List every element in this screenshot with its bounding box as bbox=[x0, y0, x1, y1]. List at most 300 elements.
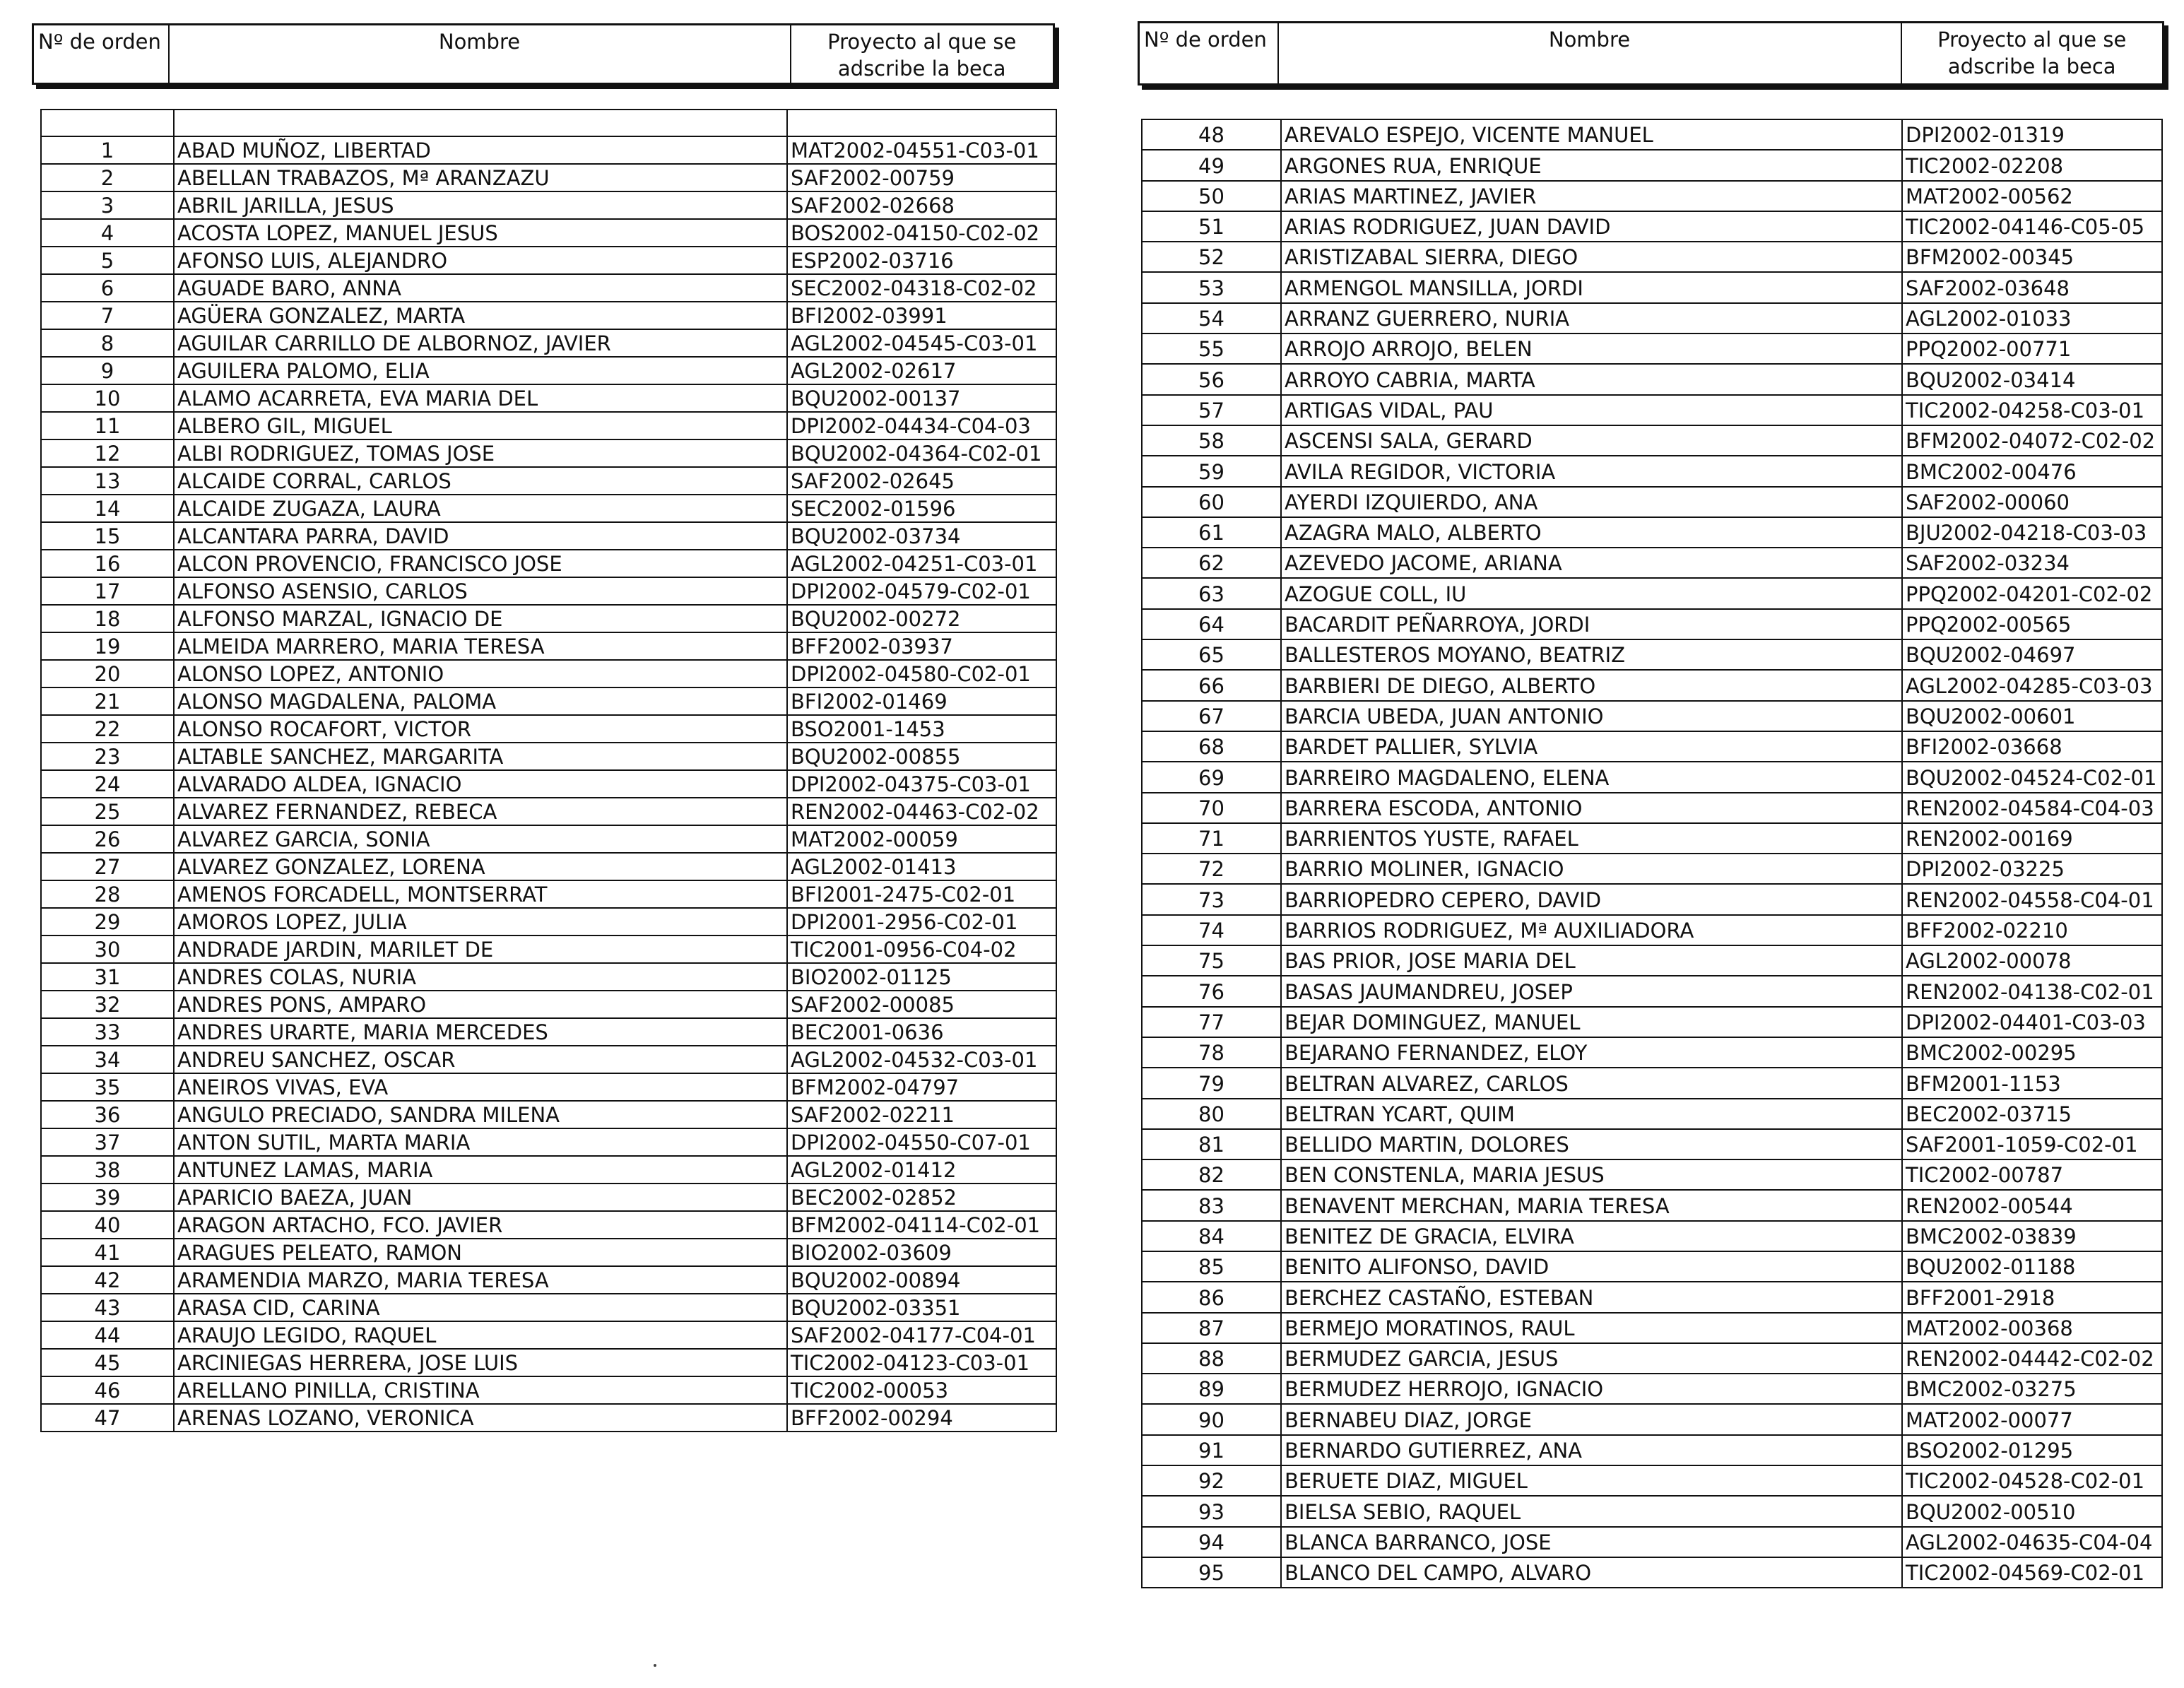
project-code-cell: BQU2002-04697 bbox=[1902, 639, 2162, 670]
table-row bbox=[1142, 1007, 2162, 1037]
project-code-cell: BQU2002-00601 bbox=[1902, 701, 2162, 731]
project-code-cell: SAF2002-02211 bbox=[787, 1101, 1056, 1128]
project-code-cell: AGL2002-01412 bbox=[787, 1156, 1056, 1184]
table-row bbox=[41, 1294, 1056, 1321]
name-header: Nombre bbox=[1278, 23, 1901, 85]
table-row bbox=[1142, 1099, 2162, 1129]
left-scholarship-table bbox=[40, 109, 1057, 1432]
order-number-cell: 2 bbox=[41, 164, 174, 191]
name-cell: ALCON PROVENCIO, FRANCISCO JOSE bbox=[174, 550, 787, 577]
order-number-cell: 41 bbox=[41, 1239, 174, 1266]
order-number-cell: 14 bbox=[41, 495, 174, 522]
order-number-cell: 56 bbox=[1142, 364, 1281, 394]
project-code-cell: DPI2002-03225 bbox=[1902, 854, 2162, 884]
name-cell: AMENOS FORCADELL, MONTSERRAT bbox=[174, 880, 787, 908]
name-cell: ALMEIDA MARRERO, MARIA TERESA bbox=[174, 632, 787, 660]
table-row bbox=[1142, 945, 2162, 976]
name-cell: BENITEZ DE GRACIA, ELVIRA bbox=[1281, 1221, 1902, 1251]
order-number-cell: 38 bbox=[41, 1156, 174, 1184]
project-code-cell: TIC2002-04123-C03-01 bbox=[787, 1349, 1056, 1376]
table-row bbox=[1142, 1313, 2162, 1343]
name-cell: BERCHEZ CASTAÑO, ESTEBAN bbox=[1281, 1282, 1902, 1312]
table-row bbox=[41, 274, 1056, 302]
name-cell: ANDREU SANCHEZ, OSCAR bbox=[174, 1046, 787, 1073]
table-row bbox=[1142, 1557, 2162, 1588]
order-number-cell: 92 bbox=[1142, 1465, 1281, 1496]
project-code-cell: MAT2002-00077 bbox=[1902, 1404, 2162, 1434]
order-number-cell: 60 bbox=[1142, 487, 1281, 517]
project-code-cell: TIC2002-00787 bbox=[1902, 1159, 2162, 1190]
project-code-cell: AGL2002-04285-C03-03 bbox=[1902, 670, 2162, 700]
order-number-cell: 78 bbox=[1142, 1037, 1281, 1068]
project-code-cell: BFI2002-01469 bbox=[787, 687, 1056, 715]
name-cell: BARDET PALLIER, SYLVIA bbox=[1281, 731, 1902, 762]
order-number-cell: 88 bbox=[1142, 1343, 1281, 1374]
name-cell: AGUADE BARO, ANNA bbox=[174, 274, 787, 302]
project-code-cell: SAF2002-04177-C04-01 bbox=[787, 1321, 1056, 1349]
table-row bbox=[41, 825, 1056, 853]
project-code-cell: REN2002-00169 bbox=[1902, 823, 2162, 854]
table-row bbox=[1142, 1282, 2162, 1312]
table-row bbox=[41, 936, 1056, 963]
table-row bbox=[1142, 578, 2162, 608]
table-row bbox=[1142, 487, 2162, 517]
order-number-cell: 23 bbox=[41, 743, 174, 770]
order-number-cell: 6 bbox=[41, 274, 174, 302]
name-cell: ANTUNEZ LAMAS, MARIA bbox=[174, 1156, 787, 1184]
project-code-cell: BMC2002-03275 bbox=[1902, 1374, 2162, 1404]
order-number-cell: 79 bbox=[1142, 1068, 1281, 1098]
project-code-cell: BEC2001-0636 bbox=[787, 1018, 1056, 1046]
name-cell: ARGONES RUA, ENRIQUE bbox=[1281, 150, 1902, 180]
project-code-cell: SAF2002-00060 bbox=[1902, 487, 2162, 517]
project-code-cell: SAF2001-1059-C02-01 bbox=[1902, 1129, 2162, 1159]
name-cell: BARRERA ESCODA, ANTONIO bbox=[1281, 793, 1902, 823]
order-number-cell: 21 bbox=[41, 687, 174, 715]
name-cell: AMOROS LOPEZ, JULIA bbox=[174, 908, 787, 936]
order-header: Nº de orden bbox=[38, 30, 161, 54]
name-cell: ALFONSO MARZAL, IGNACIO DE bbox=[174, 605, 787, 632]
name-cell: ARAUJO LEGIDO, RAQUEL bbox=[174, 1321, 787, 1349]
table-row bbox=[41, 1156, 1056, 1184]
project-code-cell: SAF2002-00759 bbox=[787, 164, 1056, 191]
name-cell: ACOSTA LOPEZ, MANUEL JESUS bbox=[174, 219, 787, 247]
name-cell: ARIAS MARTINEZ, JAVIER bbox=[1281, 181, 1902, 211]
right-header-table bbox=[1138, 21, 2164, 85]
table-row bbox=[41, 302, 1056, 329]
name-cell: BELTRAN YCART, QUIM bbox=[1281, 1099, 1902, 1129]
project-code-cell: DPI2002-04401-C03-03 bbox=[1902, 1007, 2162, 1037]
order-number-cell: 30 bbox=[41, 936, 174, 963]
project-code-cell: BFI2002-03668 bbox=[1902, 731, 2162, 762]
order-number-cell: 81 bbox=[1142, 1129, 1281, 1159]
name-cell: AFONSO LUIS, ALEJANDRO bbox=[174, 247, 787, 274]
table-row bbox=[1142, 1068, 2162, 1098]
project-code-cell: SEC2002-04318-C02-02 bbox=[787, 274, 1056, 302]
project-code-cell: DPI2002-01319 bbox=[1902, 119, 2162, 150]
name-cell: ALCAIDE ZUGAZA, LAURA bbox=[174, 495, 787, 522]
project-code-cell: TIC2002-04528-C02-01 bbox=[1902, 1465, 2162, 1496]
table-row bbox=[1142, 976, 2162, 1006]
table-row bbox=[1142, 334, 2162, 364]
name-cell: ARCINIEGAS HERRERA, JOSE LUIS bbox=[174, 1349, 787, 1376]
order-number-cell: 9 bbox=[41, 357, 174, 384]
name-cell: ARAMENDIA MARZO, MARIA TERESA bbox=[174, 1266, 787, 1294]
name-cell: AYERDI IZQUIERDO, ANA bbox=[1281, 487, 1902, 517]
project-code-cell: DPI2002-04579-C02-01 bbox=[787, 577, 1056, 605]
name-cell: BERMUDEZ GARCIA, JESUS bbox=[1281, 1343, 1902, 1374]
project-code-cell: PPQ2002-00771 bbox=[1902, 334, 2162, 364]
table-row bbox=[1142, 548, 2162, 578]
order-number-cell: 90 bbox=[1142, 1404, 1281, 1434]
table-row bbox=[1142, 456, 2162, 486]
table-row bbox=[41, 1046, 1056, 1073]
project-code-cell: BFM2002-00345 bbox=[1902, 242, 2162, 272]
table-row bbox=[1142, 364, 2162, 394]
project-code-cell: BFM2002-04114-C02-01 bbox=[787, 1211, 1056, 1239]
table-row bbox=[41, 605, 1056, 632]
table-row bbox=[1142, 823, 2162, 854]
table-row bbox=[1142, 242, 2162, 272]
name-cell: ANDRES PONS, AMPARO bbox=[174, 991, 787, 1018]
table-row bbox=[41, 439, 1056, 467]
order-number-cell: 82 bbox=[1142, 1159, 1281, 1190]
name-cell: AZEVEDO JACOME, ARIANA bbox=[1281, 548, 1902, 578]
name-cell: ALONSO MAGDALENA, PALOMA bbox=[174, 687, 787, 715]
order-number-cell: 24 bbox=[41, 770, 174, 798]
project-code-cell: TIC2002-04146-C05-05 bbox=[1902, 211, 2162, 242]
order-number-cell: 68 bbox=[1142, 731, 1281, 762]
name-cell: BARRIOS RODRIGUEZ, Mª AUXILIADORA bbox=[1281, 915, 1902, 945]
table-row bbox=[41, 1128, 1056, 1156]
order-number-cell: 11 bbox=[41, 412, 174, 439]
order-number-cell: 89 bbox=[1142, 1374, 1281, 1404]
order-number-cell: 20 bbox=[41, 660, 174, 687]
table-row bbox=[1142, 1404, 2162, 1434]
project-code-cell: REN2002-04138-C02-01 bbox=[1902, 976, 2162, 1006]
name-cell: APARICIO BAEZA, JUAN bbox=[174, 1184, 787, 1211]
table-row bbox=[41, 136, 1056, 164]
project-code-cell: TIC2002-02208 bbox=[1902, 150, 2162, 180]
name-cell: AVILA REGIDOR, VICTORIA bbox=[1281, 456, 1902, 486]
table-row bbox=[41, 329, 1056, 357]
project-code-cell: BQU2002-03414 bbox=[1902, 364, 2162, 394]
name-cell: BEJARANO FERNANDEZ, ELOY bbox=[1281, 1037, 1902, 1068]
name-cell: ARTIGAS VIDAL, PAU bbox=[1281, 395, 1902, 425]
name-cell: ANGULO PRECIADO, SANDRA MILENA bbox=[174, 1101, 787, 1128]
table-row bbox=[41, 770, 1056, 798]
order-number-cell: 35 bbox=[41, 1073, 174, 1101]
order-number-cell: 44 bbox=[41, 1321, 174, 1349]
table-row bbox=[41, 164, 1056, 191]
name-cell: ALVARADO ALDEA, IGNACIO bbox=[174, 770, 787, 798]
project-code-cell: MAT2002-00562 bbox=[1902, 181, 2162, 211]
name-cell: BALLESTEROS MOYANO, BEATRIZ bbox=[1281, 639, 1902, 670]
order-number-cell: 10 bbox=[41, 384, 174, 412]
name-cell: ALFONSO ASENSIO, CARLOS bbox=[174, 577, 787, 605]
table-row bbox=[41, 715, 1056, 743]
order-number-cell: 86 bbox=[1142, 1282, 1281, 1312]
name-cell: ARAGUES PELEATO, RAMON bbox=[174, 1239, 787, 1266]
name-cell: ARENAS LOZANO, VERONICA bbox=[174, 1404, 787, 1432]
name-cell: AGUILERA PALOMO, ELIA bbox=[174, 357, 787, 384]
table-row bbox=[1142, 609, 2162, 639]
order-number-cell: 15 bbox=[41, 522, 174, 550]
order-number-cell: 55 bbox=[1142, 334, 1281, 364]
name-cell: ALBI RODRIGUEZ, TOMAS JOSE bbox=[174, 439, 787, 467]
name-cell: ARISTIZABAL SIERRA, DIEGO bbox=[1281, 242, 1902, 272]
project-code-cell: PPQ2002-00565 bbox=[1902, 609, 2162, 639]
name-cell: AGÜERA GONZALEZ, MARTA bbox=[174, 302, 787, 329]
project-code-cell: DPI2002-04434-C04-03 bbox=[787, 412, 1056, 439]
order-number-cell: 27 bbox=[41, 853, 174, 880]
project-code-cell: REN2002-04442-C02-02 bbox=[1902, 1343, 2162, 1374]
order-number-cell: 54 bbox=[1142, 303, 1281, 334]
table-row bbox=[41, 191, 1056, 219]
order-number-cell: 66 bbox=[1142, 670, 1281, 700]
name-cell: ALONSO LOPEZ, ANTONIO bbox=[174, 660, 787, 687]
name-cell: AREVALO ESPEJO, VICENTE MANUEL bbox=[1281, 119, 1902, 150]
name-cell: ARAGON ARTACHO, FCO. JAVIER bbox=[174, 1211, 787, 1239]
name-cell: ALAMO ACARRETA, EVA MARIA DEL bbox=[174, 384, 787, 412]
name-cell: BELLIDO MARTIN, DOLORES bbox=[1281, 1129, 1902, 1159]
table-row bbox=[1142, 1435, 2162, 1465]
table-row bbox=[41, 522, 1056, 550]
project-code-cell: REN2002-04558-C04-01 bbox=[1902, 884, 2162, 914]
project-code-cell: BQU2002-04524-C02-01 bbox=[1902, 762, 2162, 792]
table-row bbox=[1142, 1343, 2162, 1374]
order-number-cell: 61 bbox=[1142, 517, 1281, 548]
name-header: Nombre bbox=[169, 25, 791, 84]
table-row bbox=[41, 1321, 1056, 1349]
name-cell: ARRANZ GUERRERO, NURIA bbox=[1281, 303, 1902, 334]
name-cell: ALVAREZ GONZALEZ, LORENA bbox=[174, 853, 787, 880]
table-row bbox=[1142, 731, 2162, 762]
name-cell: ALCANTARA PARRA, DAVID bbox=[174, 522, 787, 550]
project-code-cell: ESP2002-03716 bbox=[787, 247, 1056, 274]
table-row bbox=[41, 1376, 1056, 1404]
project-code-cell: BEC2002-02852 bbox=[787, 1184, 1056, 1211]
project-code-cell: PPQ2002-04201-C02-02 bbox=[1902, 578, 2162, 608]
table-row bbox=[1142, 1190, 2162, 1220]
project-code-cell: SAF2002-03648 bbox=[1902, 272, 2162, 302]
project-code-cell: BFF2001-2918 bbox=[1902, 1282, 2162, 1312]
project-code-cell: SAF2002-03234 bbox=[1902, 548, 2162, 578]
name-cell: BERMUDEZ HERROJO, IGNACIO bbox=[1281, 1374, 1902, 1404]
table-row bbox=[41, 1266, 1056, 1294]
project-code-cell: SEC2002-01596 bbox=[787, 495, 1056, 522]
order-number-cell: 16 bbox=[41, 550, 174, 577]
order-number-cell: 49 bbox=[1142, 150, 1281, 180]
project-code-cell: BFF2002-00294 bbox=[787, 1404, 1056, 1432]
project-code-cell: BQU2002-00137 bbox=[787, 384, 1056, 412]
order-number-cell: 5 bbox=[41, 247, 174, 274]
order-number-cell: 67 bbox=[1142, 701, 1281, 731]
table-row bbox=[1142, 670, 2162, 700]
table-row bbox=[1142, 1221, 2162, 1251]
order-number-cell: 39 bbox=[41, 1184, 174, 1211]
name-cell: ABELLAN TRABAZOS, Mª ARANZAZU bbox=[174, 164, 787, 191]
table-row bbox=[41, 384, 1056, 412]
table-row bbox=[1142, 762, 2162, 792]
order-number-cell: 26 bbox=[41, 825, 174, 853]
order-number-cell: 22 bbox=[41, 715, 174, 743]
order-number-cell: 76 bbox=[1142, 976, 1281, 1006]
table-row bbox=[41, 798, 1056, 825]
order-number-cell: 71 bbox=[1142, 823, 1281, 854]
project-code-cell: BMC2002-03839 bbox=[1902, 1221, 2162, 1251]
table-row bbox=[41, 660, 1056, 687]
order-number-cell: 3 bbox=[41, 191, 174, 219]
project-code-cell: AGL2002-04545-C03-01 bbox=[787, 329, 1056, 357]
table-row bbox=[41, 1101, 1056, 1128]
table-row bbox=[1142, 1496, 2162, 1526]
order-number-cell: 52 bbox=[1142, 242, 1281, 272]
name-cell: ANEIROS VIVAS, EVA bbox=[174, 1073, 787, 1101]
order-number-cell: 17 bbox=[41, 577, 174, 605]
project-header: Proyecto al que se adscribe la beca bbox=[1901, 23, 2164, 85]
name-cell: ARIAS RODRIGUEZ, JUAN DAVID bbox=[1281, 211, 1902, 242]
order-number-cell: 33 bbox=[41, 1018, 174, 1046]
table-row bbox=[1142, 884, 2162, 914]
project-code-cell: BSO2002-01295 bbox=[1902, 1435, 2162, 1465]
project-code-cell: AGL2002-01413 bbox=[787, 853, 1056, 880]
name-cell: BIELSA SEBIO, RAQUEL bbox=[1281, 1496, 1902, 1526]
project-code-cell: BMC2002-00295 bbox=[1902, 1037, 2162, 1068]
order-number-cell: 7 bbox=[41, 302, 174, 329]
name-cell: ANTON SUTIL, MARTA MARIA bbox=[174, 1128, 787, 1156]
name-cell: BARRIOPEDRO CEPERO, DAVID bbox=[1281, 884, 1902, 914]
project-code-cell: TIC2002-00053 bbox=[787, 1376, 1056, 1404]
order-number-cell: 45 bbox=[41, 1349, 174, 1376]
name-cell: ARASA CID, CARINA bbox=[174, 1294, 787, 1321]
name-cell: ANDRADE JARDIN, MARILET DE bbox=[174, 936, 787, 963]
order-number-cell: 73 bbox=[1142, 884, 1281, 914]
table-row bbox=[41, 412, 1056, 439]
order-number-cell: 94 bbox=[1142, 1527, 1281, 1557]
name-cell: BARRIO MOLINER, IGNACIO bbox=[1281, 854, 1902, 884]
name-cell: ABRIL JARILLA, JESUS bbox=[174, 191, 787, 219]
order-number-cell: 70 bbox=[1142, 793, 1281, 823]
name-cell: AZOGUE COLL, IU bbox=[1281, 578, 1902, 608]
table-row bbox=[41, 1184, 1056, 1211]
order-number-cell: 93 bbox=[1142, 1496, 1281, 1526]
project-code-cell: AGL2002-02617 bbox=[787, 357, 1056, 384]
name-cell: AZAGRA MALO, ALBERTO bbox=[1281, 517, 1902, 548]
order-header: Nº de orden bbox=[1144, 28, 1267, 52]
order-number-cell: 47 bbox=[41, 1404, 174, 1432]
name-cell: BERUETE DIAZ, MIGUEL bbox=[1281, 1465, 1902, 1496]
table-row bbox=[1142, 272, 2162, 302]
table-row bbox=[1142, 181, 2162, 211]
order-number-cell: 65 bbox=[1142, 639, 1281, 670]
project-code-cell: DPI2002-04580-C02-01 bbox=[787, 660, 1056, 687]
name-cell: ARROYO CABRIA, MARTA bbox=[1281, 364, 1902, 394]
table-row bbox=[1142, 1374, 2162, 1404]
name-cell: ASCENSI SALA, GERARD bbox=[1281, 425, 1902, 456]
table-row bbox=[41, 495, 1056, 522]
right-scholarship-table bbox=[1141, 119, 2163, 1588]
project-code-cell: BIO2002-03609 bbox=[787, 1239, 1056, 1266]
project-code-cell: BQU2002-03351 bbox=[787, 1294, 1056, 1321]
project-code-cell: REN2002-04584-C04-03 bbox=[1902, 793, 2162, 823]
project-code-cell: AGL2002-04635-C04-04 bbox=[1902, 1527, 2162, 1557]
project-code-cell: BQU2002-00855 bbox=[787, 743, 1056, 770]
order-number-cell: 95 bbox=[1142, 1557, 1281, 1588]
project-code-cell: BFI2002-03991 bbox=[787, 302, 1056, 329]
project-code-cell: BQU2002-03734 bbox=[787, 522, 1056, 550]
name-cell: BEJAR DOMINGUEZ, MANUEL bbox=[1281, 1007, 1902, 1037]
name-cell: ARROJO ARROJO, BELEN bbox=[1281, 334, 1902, 364]
table-row bbox=[1142, 1159, 2162, 1190]
table-row bbox=[41, 853, 1056, 880]
order-number-cell: 69 bbox=[1142, 762, 1281, 792]
name-cell: BAS PRIOR, JOSE MARIA DEL bbox=[1281, 945, 1902, 976]
name-cell: ALBERO GIL, MIGUEL bbox=[174, 412, 787, 439]
name-cell: ABAD MUÑOZ, LIBERTAD bbox=[174, 136, 787, 164]
project-code-cell: BQU2002-04364-C02-01 bbox=[787, 439, 1056, 467]
project-code-cell: SAF2002-00085 bbox=[787, 991, 1056, 1018]
project-code-cell: TIC2001-0956-C04-02 bbox=[787, 936, 1056, 963]
project-code-cell: AGL2002-00078 bbox=[1902, 945, 2162, 976]
order-number-cell: 29 bbox=[41, 908, 174, 936]
project-code-cell: BFM2002-04072-C02-02 bbox=[1902, 425, 2162, 456]
order-number-cell: 4 bbox=[41, 219, 174, 247]
order-number-cell: 42 bbox=[41, 1266, 174, 1294]
order-number-cell: 84 bbox=[1142, 1221, 1281, 1251]
name-cell: BEN CONSTENLA, MARIA JESUS bbox=[1281, 1159, 1902, 1190]
order-number-cell: 63 bbox=[1142, 578, 1281, 608]
order-number-cell: 25 bbox=[41, 798, 174, 825]
order-number-cell: 72 bbox=[1142, 854, 1281, 884]
project-header: Proyecto al que se adscribe la beca bbox=[791, 25, 1054, 84]
table-row bbox=[41, 247, 1056, 274]
table-row bbox=[41, 219, 1056, 247]
name-cell: BERNABEU DIAZ, JORGE bbox=[1281, 1404, 1902, 1434]
order-number-cell: 32 bbox=[41, 991, 174, 1018]
table-row bbox=[1142, 303, 2162, 334]
order-number-cell: 43 bbox=[41, 1294, 174, 1321]
table-row bbox=[1142, 1251, 2162, 1282]
table-row bbox=[1142, 854, 2162, 884]
name-cell: BENITO ALIFONSO, DAVID bbox=[1281, 1251, 1902, 1282]
order-number-cell: 28 bbox=[41, 880, 174, 908]
project-code-cell: BFM2002-04797 bbox=[787, 1073, 1056, 1101]
table-row bbox=[41, 1349, 1056, 1376]
name-cell: ALVAREZ FERNANDEZ, REBECA bbox=[174, 798, 787, 825]
name-cell: BACARDIT PEÑARROYA, JORDI bbox=[1281, 609, 1902, 639]
project-code-cell: BFF2002-03937 bbox=[787, 632, 1056, 660]
name-cell: ALCAIDE CORRAL, CARLOS bbox=[174, 467, 787, 495]
table-row bbox=[1142, 150, 2162, 180]
order-number-cell: 62 bbox=[1142, 548, 1281, 578]
name-cell: ALTABLE SANCHEZ, MARGARITA bbox=[174, 743, 787, 770]
table-row bbox=[41, 991, 1056, 1018]
order-number-cell: 31 bbox=[41, 963, 174, 991]
name-cell: BARRIENTOS YUSTE, RAFAEL bbox=[1281, 823, 1902, 854]
project-code-cell: SAF2002-02668 bbox=[787, 191, 1056, 219]
order-number-cell: 37 bbox=[41, 1128, 174, 1156]
project-code-cell: TIC2002-04258-C03-01 bbox=[1902, 395, 2162, 425]
order-number-cell: 59 bbox=[1142, 456, 1281, 486]
order-number-cell: 58 bbox=[1142, 425, 1281, 456]
table-row bbox=[41, 1239, 1056, 1266]
project-code-cell: BQU2002-01188 bbox=[1902, 1251, 2162, 1282]
order-number-cell: 87 bbox=[1142, 1313, 1281, 1343]
project-code-cell: BMC2002-00476 bbox=[1902, 456, 2162, 486]
order-number-cell: 83 bbox=[1142, 1190, 1281, 1220]
table-row bbox=[1142, 425, 2162, 456]
